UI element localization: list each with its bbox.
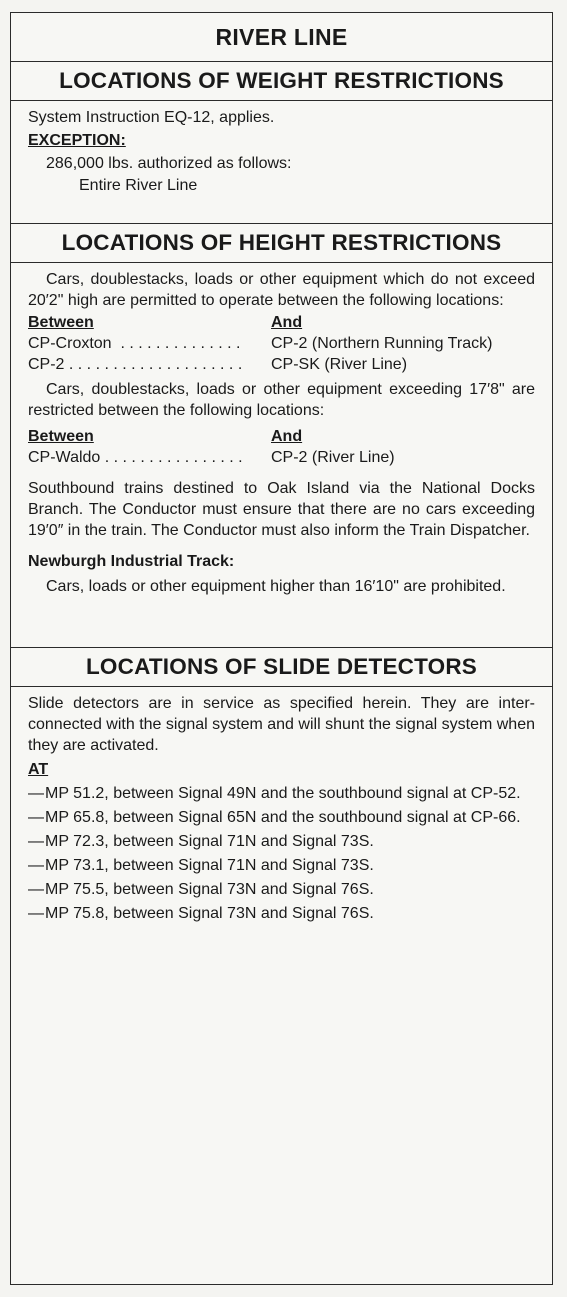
list-item-text: MP 75.8, between Signal 73N and Signal 76S. — [45, 905, 374, 922]
list-item — [28, 855, 535, 876]
table-header-row — [28, 426, 535, 447]
between-header: Between — [28, 314, 94, 331]
list-dash: — — [28, 881, 44, 898]
height-restrictions-section — [11, 263, 552, 647]
list-dash: — — [28, 857, 44, 874]
table-row — [28, 354, 535, 375]
and-header: And — [271, 314, 303, 331]
and-header: And — [271, 428, 303, 445]
weight-location-text: Entire River Line — [79, 177, 198, 194]
list-item — [28, 831, 535, 852]
newburgh-text: Cars, loads or other equipment higher than 16′10" are prohibited. — [46, 578, 506, 595]
slide-detectors-section — [11, 687, 552, 924]
between-header: Between — [28, 428, 94, 445]
height-location-table-1 — [28, 312, 535, 375]
weight-authorized-text: 286,000 lbs. authorized as follows: — [46, 155, 292, 172]
table-header-row — [28, 312, 535, 333]
location-to: CP-2 (Northern Running Track) — [271, 335, 493, 352]
list-dash: — — [28, 809, 44, 826]
list-item — [28, 807, 535, 828]
list-item — [28, 903, 535, 924]
list-item-text: MP 51.2, between Signal 49N and the southbound signal at CP-52. — [45, 785, 521, 802]
weight-instruction: System Instruction EQ-12, applies. — [28, 109, 275, 126]
weight-restrictions-section — [11, 101, 552, 223]
slide-detectors-heading: LOCATIONS OF SLIDE DETECTORS — [11, 647, 552, 687]
slide-detector-list — [28, 783, 535, 924]
list-item-text: MP 73.1, between Signal 71N and Signal 73S. — [45, 857, 374, 874]
location-from: CP-2 . . . . . . . . . . . . . . . . . . . . — [28, 356, 243, 373]
page-title: RIVER LINE — [215, 23, 348, 50]
table-row — [28, 447, 535, 468]
newburgh-label: Newburgh Industrial Track: — [28, 553, 235, 570]
location-from: CP-Croxton . . . . . . . . . . . . . . — [28, 335, 241, 352]
location-to: CP-2 (River Line) — [271, 449, 395, 466]
height-location-table-2 — [28, 426, 535, 468]
table-row — [28, 333, 535, 354]
location-from: CP-Waldo . . . . . . . . . . . . . . . . — [28, 449, 243, 466]
title-bar — [11, 13, 552, 62]
list-item-text: MP 65.8, between Signal 65N and the southbound signal at CP-66. — [45, 809, 521, 826]
list-dash: — — [28, 785, 44, 802]
list-item — [28, 879, 535, 900]
at-label: AT — [28, 761, 49, 778]
weight-restrictions-heading: LOCATIONS OF WEIGHT RESTRICTIONS — [11, 62, 552, 101]
slide-para: Slide detectors are in service as specified herein. They are inter- connected with the signal system and will shunt the signal system when they are activated. — [28, 695, 535, 754]
height-restrictions-heading: LOCATIONS OF HEIGHT RESTRICTIONS — [11, 223, 552, 263]
height-para-1: Cars, doublestacks, loads or other equipment which do not exceed 20′2" high are permitted to operate between the following locations: — [28, 271, 535, 309]
exception-label: EXCEPTION: — [28, 132, 126, 149]
list-item-text: MP 72.3, between Signal 71N and Signal 73S. — [45, 833, 374, 850]
height-para-3: Southbound trains destined to Oak Island via the National Docks Branch. The Conductor must ensure that there are no cars exceeding 19′0″ in the train. The Conductor must also inform the Train Dispatcher. — [28, 480, 535, 539]
location-to: CP-SK (River Line) — [271, 356, 408, 373]
height-para-2: Cars, doublestacks, loads or other equipment exceeding 17′8" are restricted between the following locations: — [28, 381, 535, 419]
list-dash: — — [28, 905, 44, 922]
timetable-page — [10, 12, 553, 1285]
list-item — [28, 783, 535, 804]
list-item-text: MP 75.5, between Signal 73N and Signal 76S. — [45, 881, 374, 898]
list-dash: — — [28, 833, 44, 850]
